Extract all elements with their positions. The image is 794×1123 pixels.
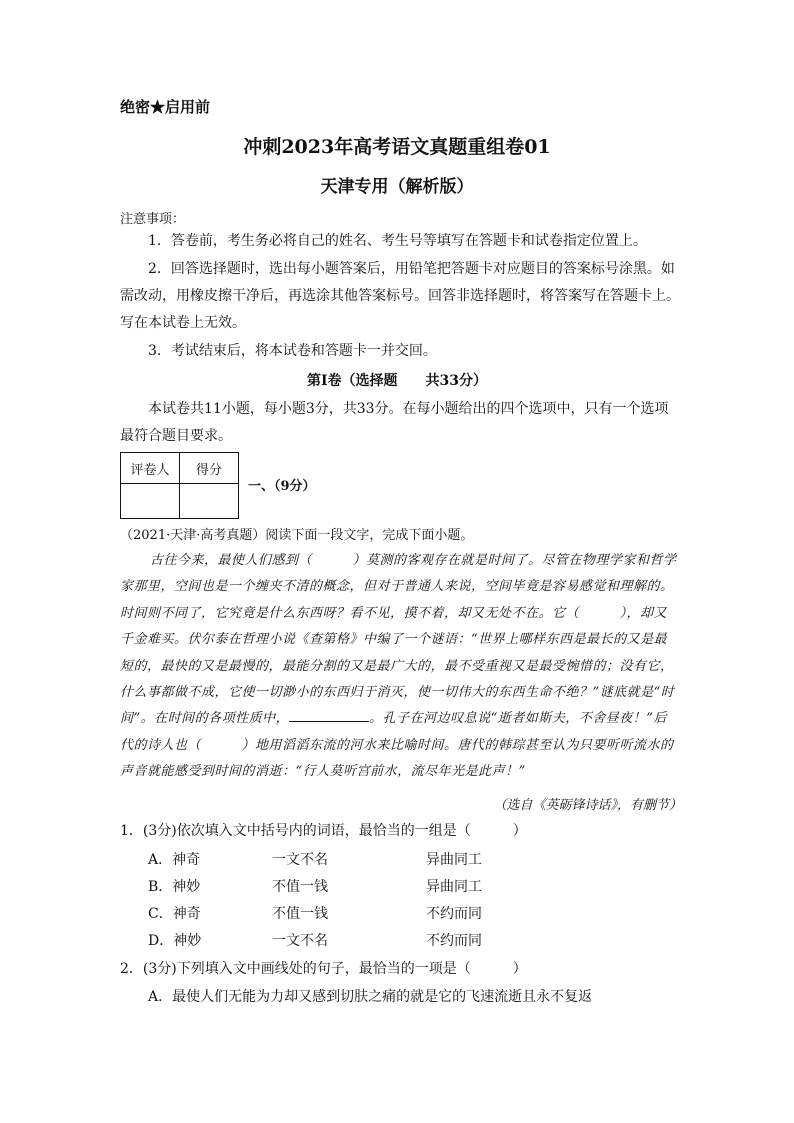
passage-blank-line (289, 720, 369, 722)
section-intro: 本试卷共11小题，每小题3分，共33分。在每小题给出的四个选项中，只有一个选项最符合题目要求。 (120, 401, 669, 444)
notice-item-2: 2．回答选择题时，选出每小题答案后，用铅笔把答题卡对应题目的答案标号涂黑。如需改动，用橡皮擦干净后，再选涂其他答案标号。回答非选择题时，将答案写在答题卡上。写在本试卷上无效。 (120, 261, 680, 331)
question-1-stem: 1．(3分)依次填入文中括号内的词语，最恰当的一组是（ ） (120, 823, 527, 839)
q1-option-d-b: 一文不名 (272, 933, 328, 949)
q1-option-b-c: 异曲同工 (426, 879, 482, 895)
score-table-score-cell (180, 484, 239, 519)
score-table-score-header: 得分 (180, 453, 239, 484)
q1-option-a-c: 异曲同工 (426, 852, 482, 868)
notice-item-1: 1．答卷前，考生务必将自己的姓名、考生号等填写在答题卡和试卷指定位置上。 (148, 233, 647, 249)
score-table-grader-header: 评卷人 (121, 453, 180, 484)
page-subtitle: 天津专用（解析版） (320, 177, 474, 197)
q1-option-b[interactable]: B．神妙 (148, 879, 201, 895)
question-2-stem: 2．(3分)下列填入文中画线处的句子，最恰当的一项是（ ） (120, 961, 527, 977)
score-table (120, 452, 239, 519)
q1-option-d-c: 不约而同 (426, 933, 482, 949)
reading-source: （2021·天津·高考真题）阅读下面一段文字，完成下面小题。 (120, 528, 474, 543)
q1-option-c[interactable]: C．神奇 (148, 906, 201, 922)
page-title: 冲刺2023年高考语文真题重组卷01 (243, 136, 551, 158)
q1-option-c-b: 不值一钱 (272, 906, 328, 922)
passage-text-1: 古往今来，最使人们感到（ ）莫测的客观存在就是时间了。尽管在物理学家和哲学家那里，空间也是一个缠夹不清的概念，但对于普通人来说，空间毕竟是容易感觉和理解的。时间则不同了，它究竟是什么东西呀？看不见，摸不着，却又无处不在。它（ ），却又千金难买。伏尔泰在哲理小说《查第格》中编了一个谜语：“世界上哪样东西是最长的又是最短的，最快的又是最慢的，最能分割的又是最广大的，最不受重视又是最受惋惜的；没有它，什么事都做不成，它使一切渺小的东西归于消灭，使一切伟大的东西生命不绝？”谜底就是“时间”。在时间的各项性质中， (120, 553, 677, 727)
notice-item-3: 3．考试结束后，将本试卷和答题卡一并交回。 (148, 343, 437, 359)
confidential-mark: 绝密★启用前 (120, 98, 211, 116)
passage-citation: （选自《英砺锋诗话》，有删节） (493, 798, 682, 813)
passage-text-2: 。孔子在河边叹息说“逝者如斯夫，不舍昼夜！”后代的诗人也（ ）地用滔滔东流的河水来比喻时间。唐代的韩琮甚至认为只要听听流水的声音就能感受到时间的消逝：“行人莫听宫前水，流尽年光是此声！” (120, 711, 674, 780)
section-title: 第Ⅰ卷（选择题 共33分） (306, 373, 488, 389)
score-table-grader-cell (121, 484, 180, 519)
q1-option-d[interactable]: D．神妙 (148, 933, 202, 949)
q1-option-c-c: 不约而同 (426, 906, 482, 922)
q1-option-b-b: 不值一钱 (272, 879, 328, 895)
q1-option-a-b: 一文不名 (272, 852, 328, 868)
q2-option-a[interactable]: A．最使人们无能为力却又感到切肤之痛的就是它的飞速流逝且永不复返 (148, 989, 593, 1005)
q1-option-a[interactable]: A．神奇 (148, 852, 201, 868)
notice-heading: 注意事项： (120, 212, 186, 227)
reading-passage (120, 548, 680, 786)
part-label: 一、（9分） (248, 479, 316, 494)
